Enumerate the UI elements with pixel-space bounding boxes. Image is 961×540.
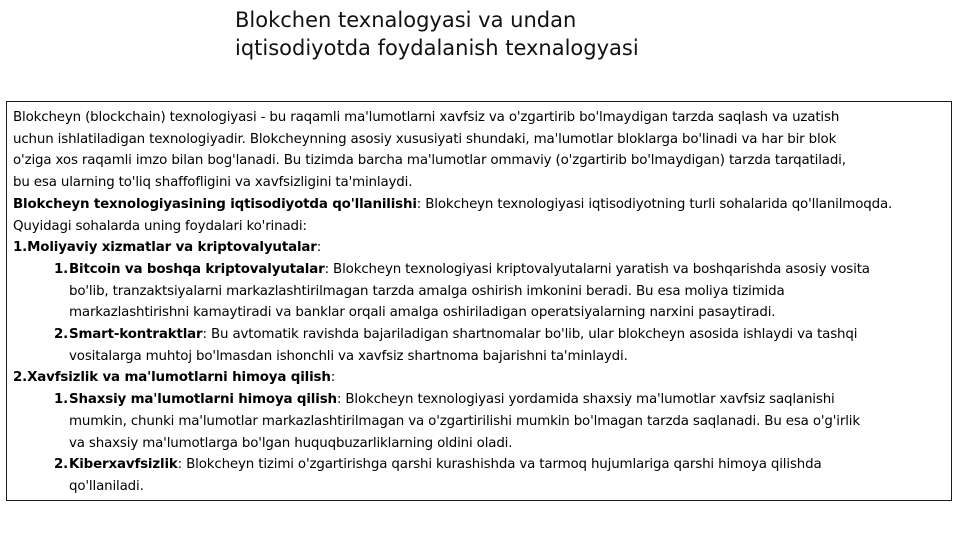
list-item: 2. Kiberxavfsizlik: Blokcheyn tizimi o'zgartirishga qarshi kurashishda va tarmoq hujumlariga qarshi himoya qilishda qo'llaniladi.	[13, 454, 943, 497]
section-heading: 2.Xavfsizlik va ma'lumotlarni himoya qilish:	[13, 370, 336, 386]
list-item: 1. Bitcoin va boshqa kriptovalyutalar: Blokcheyn texnologiyasi kriptovalyutalarni yaratish va boshqarishda asosiy vosita bo'lib, tranzaktsiyalarni markazlashtirilmagan tarzda amalga oshirish imkonini beradi. Bu esa moliya tizimida markazlashtirishni kamaytiradi va banklar orqali amalga oshiriladigan operatsiyalarning narxini pasaytiradi.	[13, 259, 943, 324]
list-item-title: Kiberxavfsizlik	[69, 457, 178, 473]
list-item-title: Smart-kontraktlar	[69, 327, 203, 343]
intro-line: o'ziga xos raqamli imzo bilan bog'lanadi. Bu tizimda barcha ma'lumotlar ommaviy (o'zgartirib bo'lmaydigan) tarzda tarqatiladi,	[13, 153, 846, 169]
list-item-text: markazlashtirishni kamaytiradi va banklar orqali amalga oshiriladigan operatsiyalarning narxini pasaytiradi.	[69, 305, 776, 321]
intro-line: uchun ishlatiladigan texnologiyadir. Blokcheynning asosiy xususiyati shundaki, ma'lumotlar bloklarga bo'linadi va har bir blok	[13, 131, 837, 147]
list-item-text: vositalarga muhtoj bo'lmasdan ishonchli va xavfsiz shartnoma bajarishni ta'minlaydi.	[69, 348, 628, 364]
usage-text-line-2: Quyidagi sohalarda uning foydalari ko'rinadi:	[13, 218, 307, 234]
list-number: 2.	[54, 457, 69, 473]
slide-title	[235, 6, 795, 62]
slide-title-line-2: iqtisodiyotda foydalanish texnalogyasi	[235, 36, 639, 60]
section-title: 1.Moliyaviy xizmatlar va kriptovalyutalar	[13, 240, 317, 256]
list-item-text: qo'llaniladi.	[69, 478, 144, 494]
list-item-title: Shaxsiy ma'lumotlarni himoya qilish	[69, 392, 337, 408]
list-item-title: Bitcoin va boshqa kriptovalyutalar	[69, 261, 325, 277]
list-number: 2.	[54, 327, 69, 343]
list-number: 1.	[54, 261, 69, 277]
usage-text: : Blokcheyn texnologiyasi iqtisodiyotning turli sohalarida qo'llanilmoqda.	[416, 196, 893, 212]
list-item-text: va shaxsiy ma'lumotlarga bo'lgan huquqbuzarliklarning oldini oladi.	[69, 435, 513, 451]
list-number: 1.	[54, 392, 69, 408]
intro-line: bu esa ularning to'liq shaffofligini va xavfsizligini ta'minlaydi.	[13, 175, 413, 191]
section-heading: 1.Moliyaviy xizmatlar va kriptovalyutalar:	[13, 240, 322, 256]
usage-paragraph	[13, 194, 943, 216]
content-text-box	[6, 101, 952, 501]
intro-line: Blokcheyn (blockchain) texnologiyasi - bu raqamli ma'lumotlarni xavfsiz va o'zgartirib bo'lmaydigan tarzda saqlash va uzatish	[13, 110, 840, 125]
list-item: 2. Smart-kontraktlar: Bu avtomatik ravishda bajariladigan shartnomalar bo'lib, ular blokcheyn asosida ishlaydi va tashqi vositalarga muhtoj bo'lmasdan ishonchli va xavfsiz shartnoma bajarishni ta'minlaydi.	[13, 324, 943, 367]
section-title: 2.Xavfsizlik va ma'lumotlarni himoya qilish	[13, 370, 331, 386]
list-item-text: mumkin, chunki ma'lumotlar markazlashtirilmagan va o'zgartirilishi mumkin bo'lmagan tarzda saqlanadi. Bu esa o'g'irlik	[69, 413, 860, 429]
list-item: 1. Shaxsiy ma'lumotlarni himoya qilish: Blokcheyn texnologiyasi yordamida shaxsiy ma'lumotlar xavfsiz saqlanishi mumkin, chunki ma'lumotlar markazlashtirilmagan va o'zgartirilishi mumkin bo'lmagan tarzda saqlanadi. Bu esa o'g'irlik va shaxsiy ma'lumotlarga bo'lgan huquqbuzarliklarning oldini oladi.	[13, 389, 943, 454]
slide-title-line-1: Blokchen texnalogyasi va undan	[235, 8, 577, 32]
usage-heading: Blokcheyn texnologiyasining iqtisodiyotda qo'llanilishi	[13, 196, 417, 212]
list-item-text: bo'lib, tranzaktsiyalarni markazlashtirilmagan tarzda amalga oshirish imkonini beradi. Bu esa moliya tizimida	[69, 283, 785, 299]
